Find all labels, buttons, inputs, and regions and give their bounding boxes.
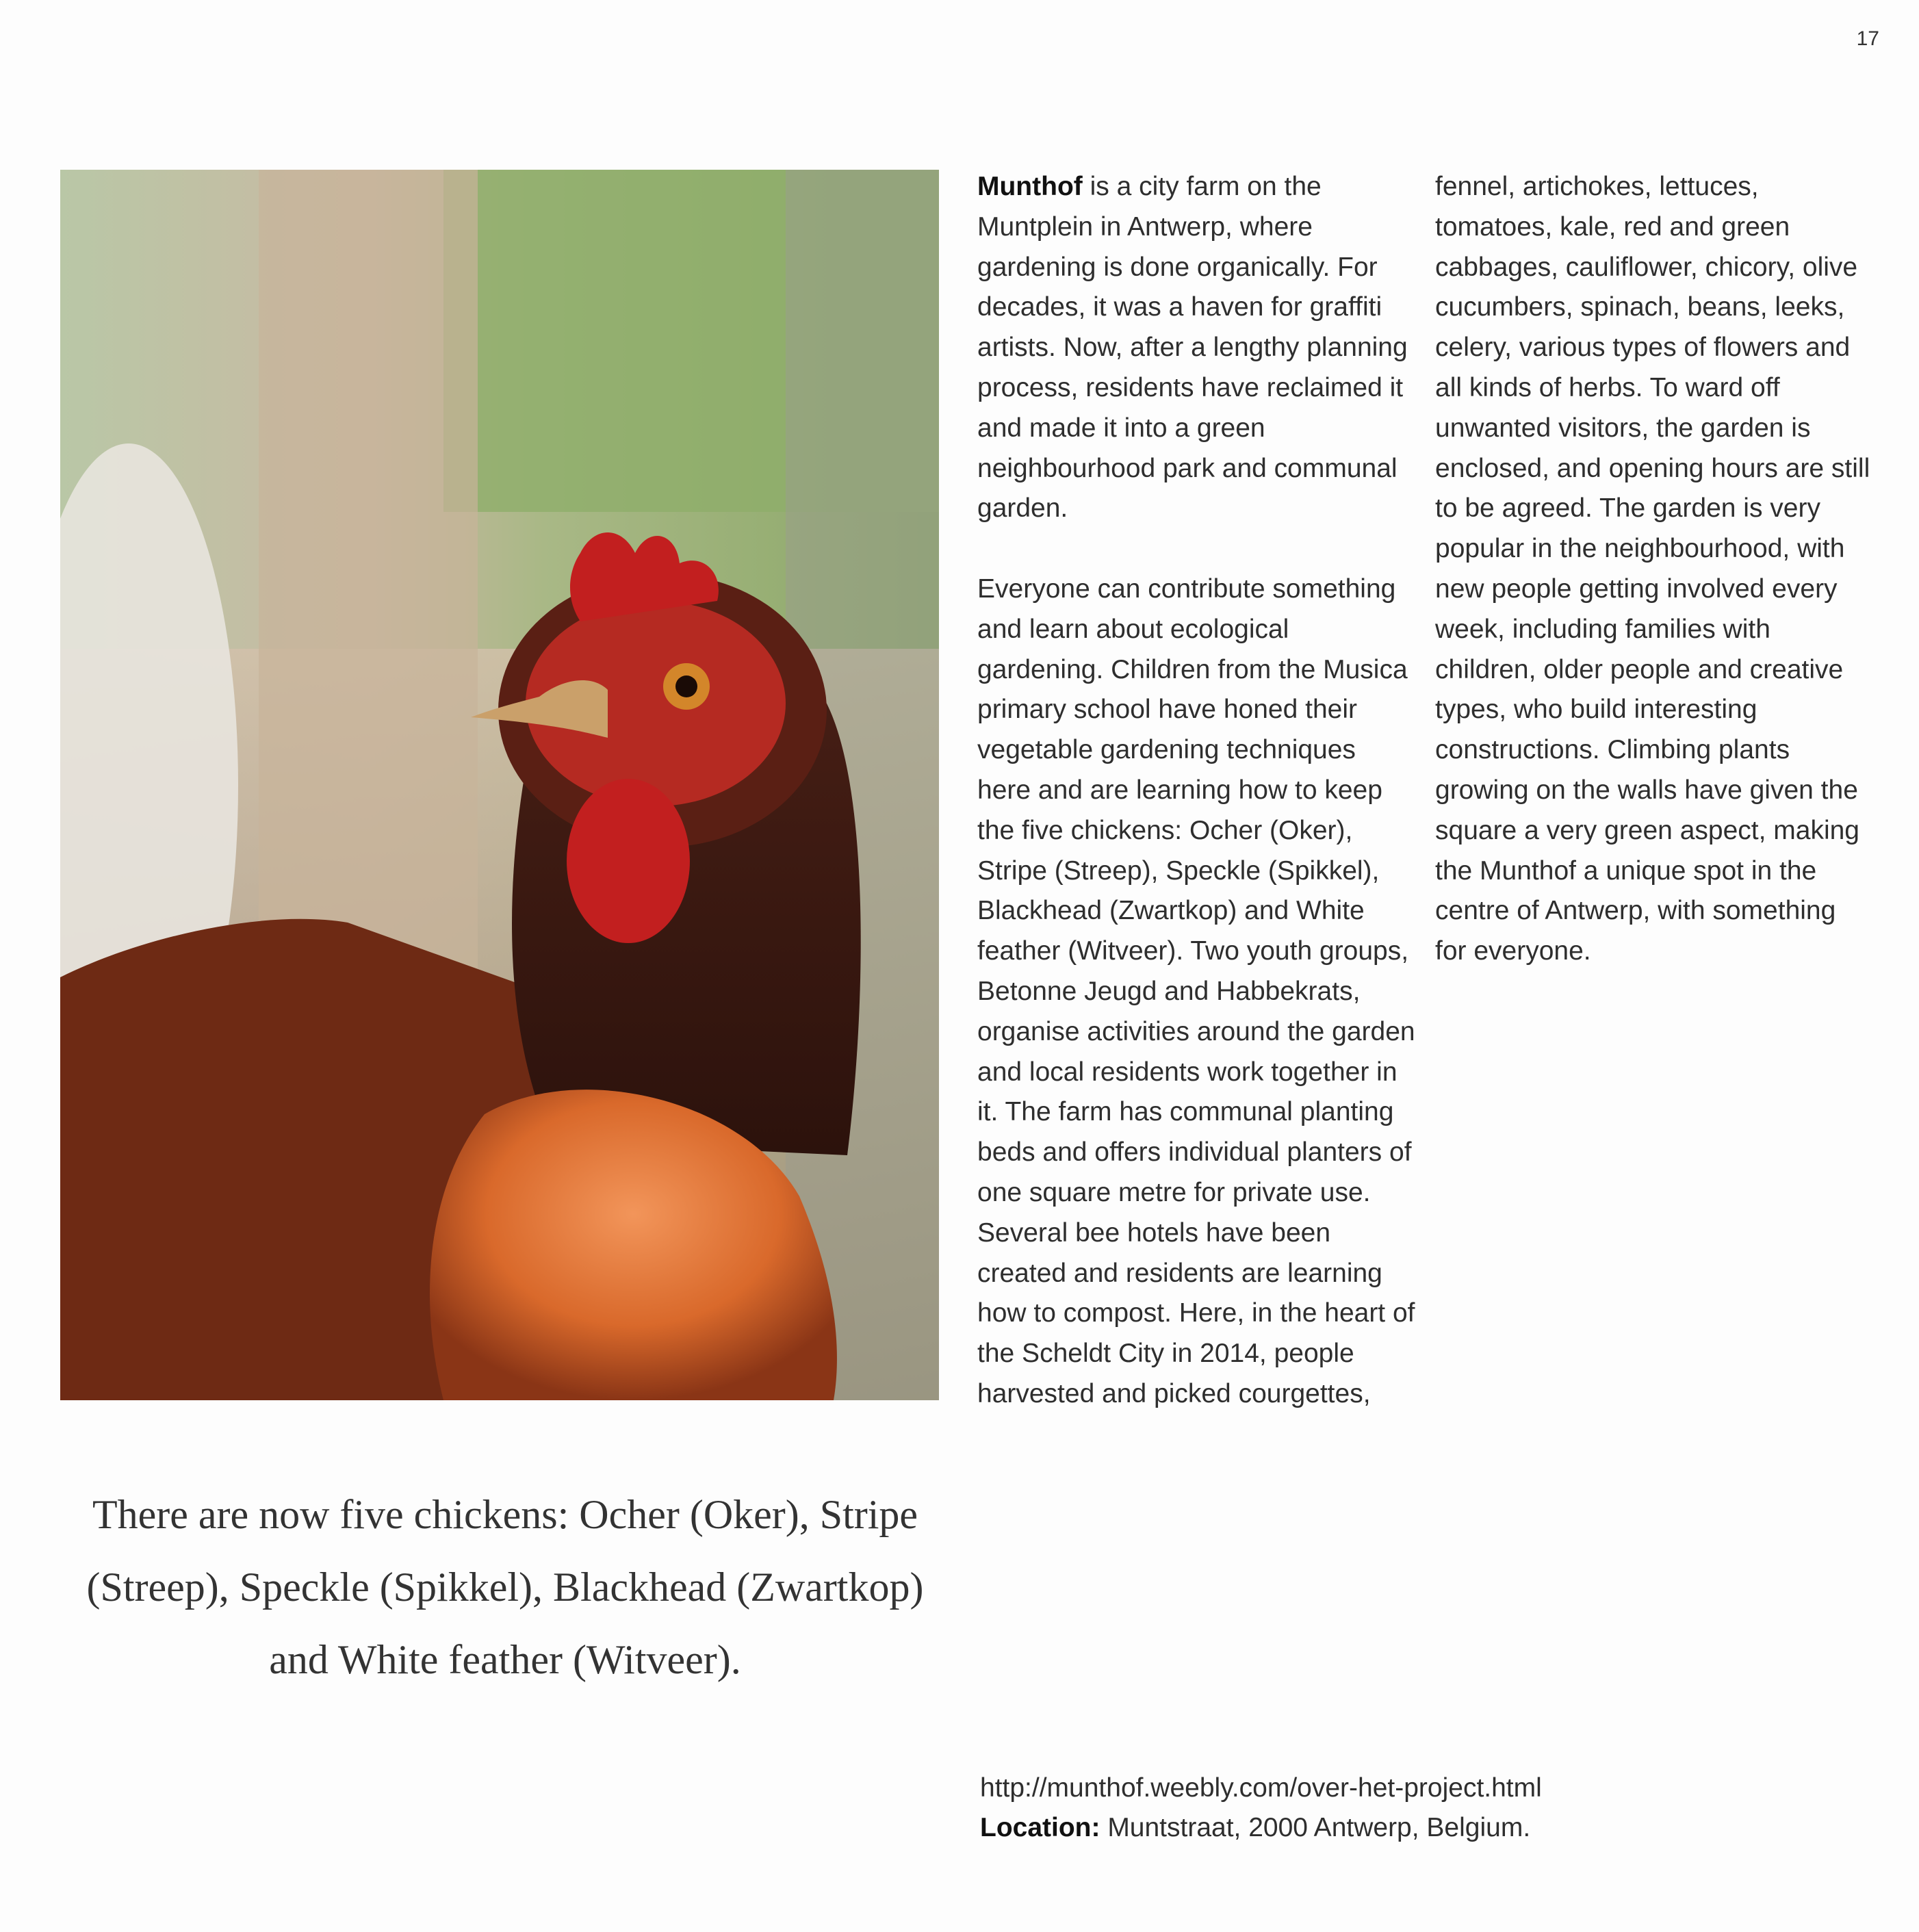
location-value: Muntstraat, 2000 Antwerp, Belgium.	[1100, 1813, 1531, 1842]
chicken-photo	[60, 170, 939, 1400]
paragraph-1-text: is a city farm on the Muntplein in Antwerp, where gardening is done organically. For decades, it was a haven for graffiti artists. Now, after a lengthy planning process, residents have reclaimed it and made it into a green neighbourhood park and communal garden.	[977, 172, 1408, 524]
location-line	[980, 1808, 1542, 1848]
article-column-1	[977, 167, 1415, 1415]
chicken-illustration	[60, 170, 939, 1400]
article-column-2	[1435, 167, 1873, 972]
article-paragraph-3: fennel, artichokes, lettuces, tomatoes, kale, red and green cabbages, cauliflower, chicory, olive cucumbers, spinach, beans, leeks, celery, various types of flowers and all kinds of herbs. To ward off unwanted visitors, the garden is enclosed, and opening hours are still to be agreed. The garden is very popular in the neighbourhood, with new people getting involved every week, including families with children, older people and creative types, who build interesting constructions. Climbing plants growing on the walls have given the square a very green aspect, making the Munthof a unique spot in the centre of Antwerp, with something for everyone.	[1435, 172, 1870, 966]
footer-info	[980, 1768, 1542, 1848]
location-label: Location:	[980, 1813, 1100, 1842]
pull-quote: There are now five chickens: Ocher (Oker), Stripe (Streep), Speckle (Spikkel), Blackhead (Zwartkop) and White feather (Witveer).	[86, 1492, 924, 1682]
source-link[interactable]: http://munthof.weebly.com/over-het-project.html	[980, 1773, 1542, 1803]
article-paragraph-1	[977, 167, 1415, 529]
lead-word: Munthof	[977, 172, 1083, 201]
article-paragraph-2: Everyone can contribute something and learn about ecological gardening. Children from the Musica primary school have honed their vegetable gardening techniques here and are learning how to keep the five chickens: Ocher (Oker), Stripe (Streep), Speckle (Spikkel), Blackhead (Zwartkop) and White feather (Witveer). Two youth groups, Betonne Jeugd and Habbekrats, organise activities around the garden and local residents work together in it. The farm has communal planting beds and offers individual planters of one square metre for private use. Several bee hotels have been created and residents are learning how to compost. Here, in the heart of the Scheldt City in 2014, people harvested and picked courgettes,	[977, 574, 1415, 1408]
page-number: 17	[1856, 27, 1879, 50]
